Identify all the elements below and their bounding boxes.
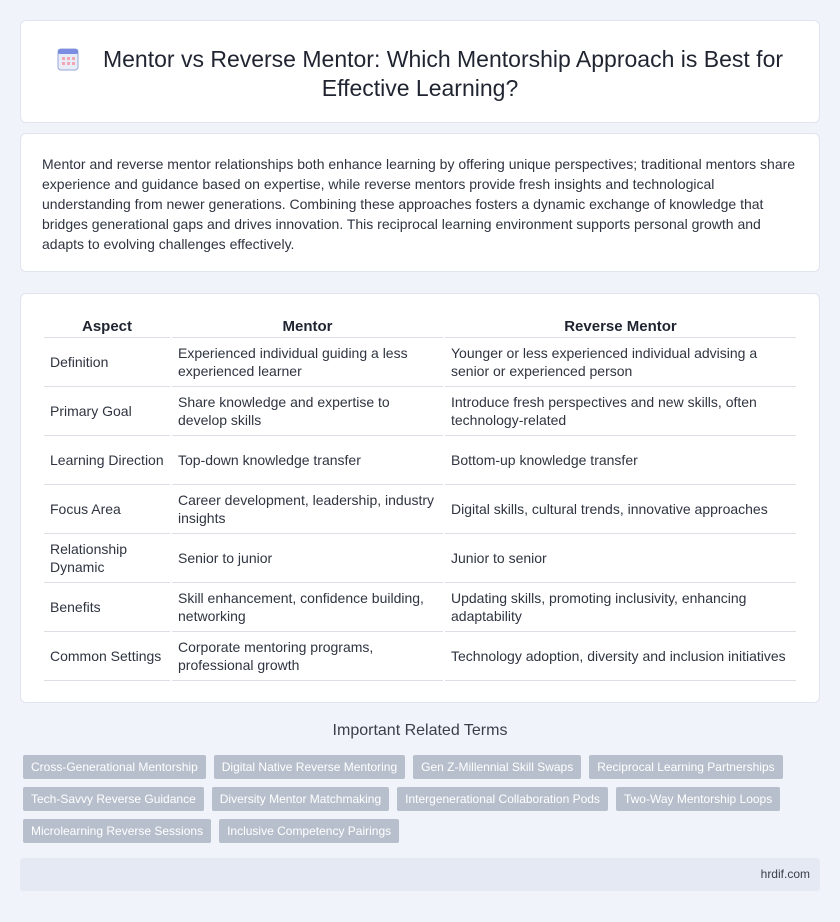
intro-card (20, 133, 820, 272)
related-term-tag[interactable]: Tech-Savvy Reverse Guidance (23, 787, 204, 811)
aspect-cell: Focus Area (44, 485, 170, 534)
mentor-cell: Experienced individual guiding a less experienced learner (172, 338, 443, 387)
mentor-cell: Skill enhancement, confidence building, networking (172, 583, 443, 632)
header-reverse-mentor: Reverse Mentor (445, 316, 796, 338)
related-terms-title: Important Related Terms (332, 722, 508, 739)
table-row (44, 583, 796, 632)
reverse-mentor-cell: Introduce fresh perspectives and new skills, often technology-related (445, 387, 796, 436)
related-term-tag[interactable]: Gen Z-Millennial Skill Swaps (413, 755, 581, 779)
document-icon (57, 47, 79, 71)
aspect-cell: Primary Goal (44, 387, 170, 436)
table-row (44, 436, 796, 485)
table-row (44, 387, 796, 436)
table-row (44, 485, 796, 534)
reverse-mentor-cell: Updating skills, promoting inclusivity, enhancing adaptability (445, 583, 796, 632)
related-term-tag[interactable]: Cross-Generational Mentorship (23, 755, 206, 779)
related-term-tag[interactable]: Inclusive Competency Pairings (219, 819, 399, 843)
mentor-cell: Senior to junior (172, 534, 443, 583)
header-card (20, 20, 820, 123)
related-term-tag[interactable]: Digital Native Reverse Mentoring (214, 755, 405, 779)
table-header-row (44, 316, 796, 338)
reverse-mentor-cell: Younger or less experienced individual advising a senior or experienced person (445, 338, 796, 387)
related-term-tag[interactable]: Microlearning Reverse Sessions (23, 819, 211, 843)
related-term-tag[interactable]: Diversity Mentor Matchmaking (212, 787, 389, 811)
reverse-mentor-cell: Bottom-up knowledge transfer (445, 436, 796, 485)
footer-bar (20, 858, 820, 891)
table-row (44, 534, 796, 583)
comparison-table-card (20, 293, 820, 703)
footer-site-link[interactable]: hrdif.com (760, 867, 810, 881)
mentor-cell: Top-down knowledge transfer (172, 436, 443, 485)
aspect-cell: Definition (44, 338, 170, 387)
related-term-tag[interactable]: Reciprocal Learning Partnerships (589, 755, 782, 779)
mentor-cell: Corporate mentoring programs, professional growth (172, 632, 443, 681)
aspect-cell: Common Settings (44, 632, 170, 681)
related-terms-list (23, 755, 813, 843)
aspect-cell: Learning Direction (44, 436, 170, 485)
aspect-cell: Benefits (44, 583, 170, 632)
mentor-cell: Career development, leadership, industry insights (172, 485, 443, 534)
table-row (44, 338, 796, 387)
header-mentor: Mentor (172, 316, 443, 338)
reverse-mentor-cell: Digital skills, cultural trends, innovative approaches (445, 485, 796, 534)
page-title: Mentor vs Reverse Mentor: Which Mentorship Approach is Best for Effective Learning? (102, 46, 784, 101)
reverse-mentor-cell: Junior to senior (445, 534, 796, 583)
reverse-mentor-cell: Technology adoption, diversity and inclusion initiatives (445, 632, 796, 681)
table-row (44, 632, 796, 681)
comparison-table (42, 316, 798, 681)
related-term-tag[interactable]: Intergenerational Collaboration Pods (397, 787, 608, 811)
aspect-cell: Relationship Dynamic (44, 534, 170, 583)
header-aspect: Aspect (44, 316, 170, 338)
related-term-tag[interactable]: Two-Way Mentorship Loops (616, 787, 780, 811)
page-title-wrap (21, 45, 819, 103)
intro-paragraph: Mentor and reverse mentor relationships both enhance learning by offering unique perspectives; traditional mentors share experience and guidance based on expertise, while reverse mentors provide fresh insights and technological understanding from newer generations. Combining these approaches fosters a dynamic exchange of knowledge that bridges generational gaps and drives innovation. This reciprocal learning environment supports personal growth and adapts to evolving challenges effectively. (42, 156, 796, 252)
mentor-cell: Share knowledge and expertise to develop skills (172, 387, 443, 436)
